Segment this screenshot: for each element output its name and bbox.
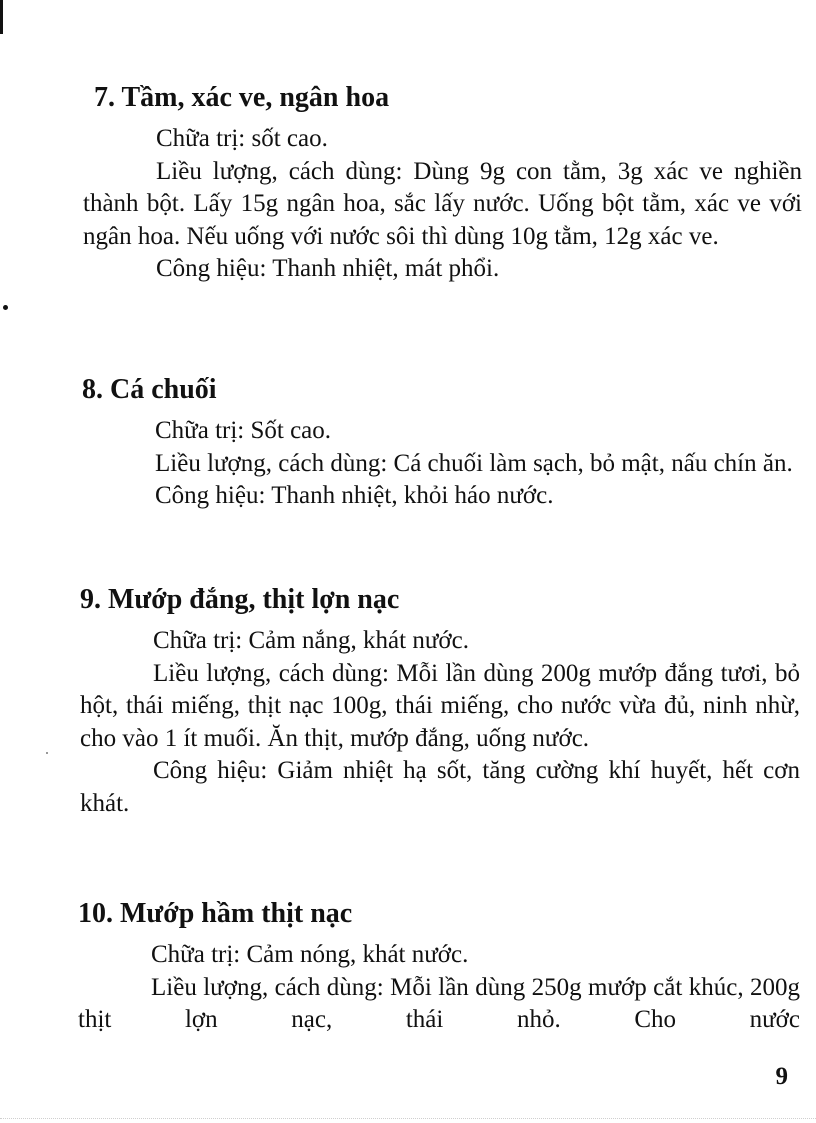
section-dosage: Liều lượng, cách dùng: Mỗi lần dùng 200g mướp đắng tươi, bỏ hột, thái miếng, thịt nạc 100g, thái miếng, cho nước vừa đủ, ninh nhừ, cho vào 1 ít muối. Ăn thịt, mướp đắng, uống nước.: [80, 659, 800, 752]
section-8: [82, 374, 800, 513]
section-dosage: Liều lượng, cách dùng: Cá chuối làm sạch, bỏ mật, nấu chín ăn.: [155, 449, 793, 477]
section-effect: Công hiệu: Thanh nhiệt, mát phổi.: [156, 255, 500, 282]
section-7: [83, 82, 802, 286]
section-dosage: Liều lượng, cách dùng: Mỗi lần dùng 250g mướp cắt khúc, 200g thịt lợn nạc, thái nhỏ. Cho nước: [78, 973, 800, 1033]
section-9: [80, 584, 800, 820]
section-effect: Công hiệu: Giảm nhiệt hạ sốt, tăng cường khí huyết, hết cơn khát.: [80, 757, 800, 817]
section-effect: Công hiệu: Thanh nhiệt, khỏi háo nước.: [155, 482, 554, 509]
section-heading: 7. Tầm, xác ve, ngân hoa: [94, 82, 390, 113]
page-bottom-rule: [0, 1118, 816, 1120]
scan-edge-mark: [0, 0, 3, 34]
section-heading: 8. Cá chuối: [82, 374, 217, 405]
section-10: [78, 898, 800, 1037]
scan-speck: [46, 752, 48, 754]
section-indication: Chữa trị: Sốt cao.: [155, 417, 332, 444]
section-indication: Chữa trị: Cảm nóng, khát nước.: [151, 941, 469, 968]
section-heading: 10. Mướp hầm thịt nạc: [78, 898, 353, 929]
page-number: 9: [775, 1063, 788, 1090]
section-heading: 9. Mướp đắng, thịt lợn nạc: [80, 584, 400, 615]
section-dosage: Liều lượng, cách dùng: Dùng 9g con tằm, 3g xác ve nghiền thành bột. Lấy 15g ngân hoa, sắc lấy nước. Uống bột tằm, xác ve với ngân hoa. Nếu uống với nước sôi thì dùng 10g tằm, 12g xác ve.: [83, 157, 802, 250]
section-indication: Chữa trị: Cảm nắng, khát nước.: [153, 627, 469, 654]
section-indication: Chữa trị: sốt cao.: [156, 125, 328, 152]
scan-dot-mark: [3, 305, 8, 310]
